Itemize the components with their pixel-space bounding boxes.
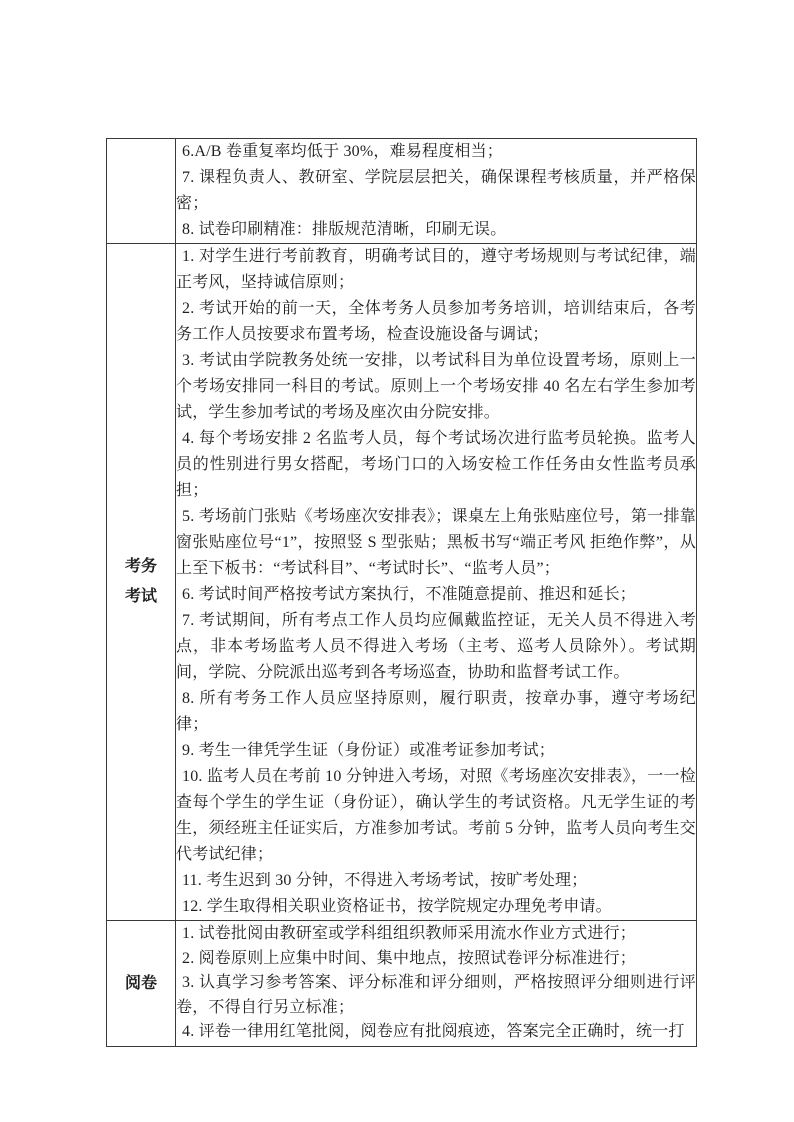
list-item: 8. 试卷印刷精准：排版规范清晰，印刷无误。 [182, 221, 507, 238]
table-row-grading [107, 921, 697, 1047]
list-item: 3. 认真学习参考答案、评分标准和评分细则，严格按照评分细则进行评卷，不得自行另立标准； [176, 974, 696, 1016]
list-item: 4. 评卷一律用红笔批阅，阅卷应有批阅痕迹，答案完全正确时，统一打 [182, 1023, 685, 1041]
row-content-cell [176, 139, 697, 244]
list-item: 12. 学生取得相关职业资格证书，按学院规定办理免考申请。 [182, 898, 612, 915]
list-item: 3. 考试由学院教务处统一安排，以考试科目为单位设置考场，原则上一个考场安排同一科目的考试。原则上一个考场安排 40 名左右学生参加考试，学生参加考试的考场及座次由分院安排。 [176, 352, 696, 421]
list-item: 6.A/B 卷重复率均低于 30%，难易程度相当； [182, 143, 504, 160]
list-item: 11. 考生迟到 30 分钟，不得进入考场考试，按旷考处理； [182, 872, 588, 889]
list-item: 6. 考试时间严格按考试方案执行，不准随意提前、推迟和延长； [182, 586, 637, 603]
list-item: 2. 考试开始的前一天，全体考务人员参加考务培训，培训结束后，各考务工作人员按要求布置考场，检查设施设备与调试； [176, 300, 696, 343]
list-item: 8. 所有考务工作人员应坚持原则，履行职责，按章办事，遵守考场纪律； [176, 690, 696, 733]
list-item: 5. 考场前门张贴《考场座次安排表》；课桌左上角张贴座位号，第一排靠窗张贴座位号“1”，按照竖 S 型张贴；黑板书写“端正考风 拒绝作弊”，从上至下板书：“考试科目”、“考试时长”、“监考人员”； [176, 508, 696, 577]
table-row-continued [107, 139, 697, 244]
list-item: 10. 监考人员在考前 10 分钟进入考场，对照《考场座次安排表》，一一检查每个学生的学生证（身份证），确认学生的考试资格。凡无学生证的考生，须经班主任证实后，方准参加考试。考前 5 分钟，监考人员向考生交代考试纪律； [176, 768, 696, 863]
row-header-label: 考务 [124, 558, 157, 575]
list-item: 9. 考生一律凭学生证（身份证）或准考证参加考试； [182, 742, 556, 759]
row-header-label: 阅卷 [124, 974, 157, 992]
list-item: 2. 阅卷原则上应集中时间、集中地点，按照试卷评分标准进行； [182, 949, 637, 967]
row-header-cell [107, 244, 176, 921]
list-item: 1. 试卷批阅由教研室或学科组组织教师采用流水作业方式进行； [182, 925, 637, 943]
row-header-label: 考试 [124, 588, 157, 605]
row-content-cell [176, 244, 697, 921]
exam-procedure-table [106, 138, 697, 1047]
list-item: 1. 对学生进行考前教育，明确考试目的，遵守考场规则与考试纪律，端正考风，坚持诚信原则； [176, 248, 696, 291]
table-row-exam-administration [107, 244, 697, 921]
list-item: 4. 每个考场安排 2 名监考人员，每个考试场次进行监考员轮换。监考人员的性别进行男女搭配，考场门口的入场安检工作任务由女性监考员承担； [176, 430, 696, 499]
row-header-cell-empty [107, 139, 176, 244]
row-content-cell [176, 921, 697, 1047]
list-item: 7. 课程负责人、教研室、学院层层把关，确保课程考核质量，并严格保密； [176, 169, 696, 212]
list-item: 7. 考试期间，所有考点工作人员均应佩戴监控证，无关人员不得进入考点，非本考场监考人员不得进入考场（主考、巡考人员除外）。考试期间，学院、分院派出巡考到各考场巡查，协助和监督考试工作。 [176, 612, 696, 681]
row-header-cell [107, 921, 176, 1047]
